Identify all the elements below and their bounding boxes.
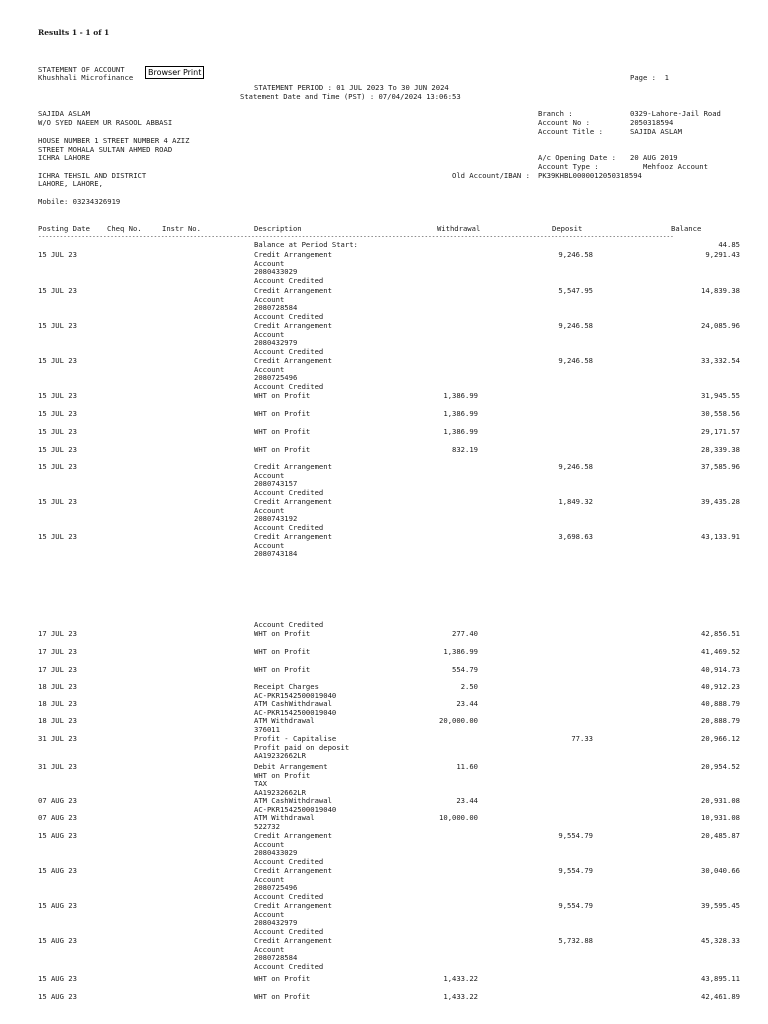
description-line: Account Credited: [254, 857, 324, 867]
withdrawal-amount: 23.44: [456, 796, 478, 805]
description-line: Account: [254, 505, 285, 515]
deposit-amount: 5,732.88: [558, 936, 593, 945]
description-line: Account Credited: [254, 488, 324, 498]
balance-amount: 31,945.55: [701, 391, 740, 400]
description: [254, 251, 332, 286]
description-line: Credit Arrangement: [254, 936, 332, 945]
description-line: Account Credited: [254, 962, 324, 972]
posting-date: 15 JUL 23: [38, 427, 77, 436]
withdrawal-amount: 1,386.99: [443, 409, 478, 418]
description: [254, 498, 332, 533]
deposit-amount: 9,554.79: [558, 901, 593, 910]
description-line: Profit paid on deposit: [254, 742, 350, 752]
description-line: 2080432979: [254, 918, 298, 928]
iban-value: PK39KHBL0000012050318594: [538, 171, 642, 180]
customer-name: SAJIDA ASLAM: [38, 109, 90, 118]
description-line: Credit Arrangement: [254, 356, 332, 365]
posting-date: 18 JUL 23: [38, 716, 77, 725]
description: [254, 357, 332, 392]
deposit-amount: 9,246.58: [558, 356, 593, 365]
posting-date: 15 AUG 23: [38, 831, 77, 840]
description-line: AC-PKR1542500019040: [254, 707, 337, 717]
withdrawal-amount: 20,000.00: [439, 716, 478, 725]
description: [254, 975, 310, 984]
deposit-amount: 1,849.32: [558, 497, 593, 506]
withdrawal-amount: 554.79: [452, 665, 478, 674]
account-title-label: Account Title :: [538, 127, 603, 136]
description-line: 2080728584: [254, 303, 298, 313]
posting-date: 15 JUL 23: [38, 532, 77, 541]
posting-date: 15 JUL 23: [38, 497, 77, 506]
description-line: Credit Arrangement: [254, 866, 332, 875]
posting-date: 18 JUL 23: [38, 699, 77, 708]
description-line: 2080743192: [254, 514, 298, 524]
description: [254, 287, 332, 322]
statement-period: STATEMENT PERIOD : 01 JUL 2023 To 30 JUN 2024: [254, 83, 449, 92]
description-line: Account Credited: [254, 892, 324, 902]
balance-amount: 30,558.56: [701, 409, 740, 418]
balance-amount: 37,585.96: [701, 462, 740, 471]
col-description: Description: [254, 224, 302, 233]
withdrawal-amount: 1,386.99: [443, 391, 478, 400]
posting-date: 07 AUG 23: [38, 796, 77, 805]
deposit-amount: 5,547.95: [558, 286, 593, 295]
description-line: Receipt Charges: [254, 682, 319, 691]
balance-amount: 45,328.33: [701, 936, 740, 945]
withdrawal-amount: 1,386.99: [443, 427, 478, 436]
balance-amount: 28,339.38: [701, 445, 740, 454]
description-line: Account: [254, 364, 285, 374]
address-line: ICHRA LAHORE: [38, 153, 90, 162]
description-line: ATM CashWithdrawal: [254, 796, 332, 805]
posting-date: 15 JUL 23: [38, 356, 77, 365]
iban-label: Old Account/IBAN :: [452, 171, 530, 180]
description-line: Credit Arrangement: [254, 497, 332, 506]
mobile-number: Mobile: 03234326919: [38, 197, 121, 206]
description-line: Account: [254, 839, 285, 849]
account-no-value: 2050318594: [630, 118, 674, 127]
posting-date: 15 AUG 23: [38, 974, 77, 983]
customer-relation: W/O SYED NAEEM UR RASOOL ABBASI: [38, 118, 173, 127]
deposit-amount: 9,246.58: [558, 462, 593, 471]
description-line: WHT on Profit: [254, 647, 311, 656]
balance-amount: 44.85: [718, 240, 740, 249]
balance-amount: 20,966.12: [701, 734, 740, 743]
bank-name: Khushhali Microfinance: [38, 73, 134, 82]
posting-date: 07 AUG 23: [38, 813, 77, 822]
description-line: Account: [254, 874, 285, 884]
description-line: WHT on Profit: [254, 409, 311, 418]
description-line: Credit Arrangement: [254, 321, 332, 330]
description-line: WHT on Profit: [254, 391, 311, 400]
description-line: Account Credited: [254, 312, 324, 322]
description-line: Account: [254, 329, 285, 339]
description-line: Profit - Capitalise: [254, 734, 337, 743]
opening-date-value: 20 AUG 2019: [630, 153, 678, 162]
description: [254, 797, 336, 814]
description: [254, 428, 310, 437]
description-line: Credit Arrangement: [254, 462, 332, 471]
description: [254, 463, 332, 498]
description-line: Credit Arrangement: [254, 286, 332, 295]
description-line: AC-PKR1542500019040: [254, 804, 337, 814]
description-line: Account Credited: [254, 382, 324, 392]
description-line: ATM Withdrawal: [254, 813, 315, 822]
description-line: ATM CashWithdrawal: [254, 699, 332, 708]
col-cheq-no: Cheq No.: [107, 224, 142, 233]
balance-amount: 39,435.28: [701, 497, 740, 506]
balance-amount: 43,895.11: [701, 974, 740, 983]
balance-amount: 30,040.66: [701, 866, 740, 875]
description: [254, 763, 328, 798]
posting-date: 15 JUL 23: [38, 462, 77, 471]
description: [254, 717, 315, 734]
description: [254, 735, 349, 761]
posting-date: 17 JUL 23: [38, 647, 77, 656]
posting-date: 15 JUL 23: [38, 321, 77, 330]
browser-print-button[interactable]: Browser Print: [145, 66, 204, 79]
withdrawal-amount: 277.40: [452, 629, 478, 638]
posting-date: 15 JUL 23: [38, 445, 77, 454]
description-line: Credit Arrangement: [254, 532, 332, 541]
opening-date-label: A/c Opening Date :: [538, 153, 616, 162]
description-line: 2080433029: [254, 267, 298, 277]
balance-amount: 40,888.79: [701, 699, 740, 708]
description-line: 522732: [254, 821, 280, 831]
col-deposit: Deposit: [552, 224, 583, 233]
description: [254, 700, 336, 717]
posting-date: 15 AUG 23: [38, 936, 77, 945]
col-instr-no: Instr No.: [162, 224, 201, 233]
description-line: Account Credited: [254, 620, 324, 629]
description-line: Account: [254, 258, 285, 268]
balance-amount: 10,931.08: [701, 813, 740, 822]
deposit-amount: 3,698.63: [558, 532, 593, 541]
description: [254, 392, 310, 401]
withdrawal-amount: 10,000.00: [439, 813, 478, 822]
balance-amount: 20,954.52: [701, 762, 740, 771]
description-line: 2080743184: [254, 549, 298, 559]
balance-amount: 41,469.52: [701, 647, 740, 656]
address-line: ICHRA TEHSIL AND DISTRICT: [38, 171, 147, 180]
description-line: WHT on Profit: [254, 974, 311, 983]
description-line: Account: [254, 909, 285, 919]
balance-amount: 29,171.57: [701, 427, 740, 436]
description-line: Account: [254, 294, 285, 304]
description-line: Account Credited: [254, 927, 324, 937]
description-line: 2080725496: [254, 883, 298, 893]
balance-amount: 20,931.08: [701, 796, 740, 805]
description-line: Account Credited: [254, 276, 324, 286]
posting-date: 18 JUL 23: [38, 682, 77, 691]
deposit-amount: 9,246.58: [558, 321, 593, 330]
address-line: LAHORE, LAHORE,: [38, 179, 103, 188]
balance-amount: 24,085.96: [701, 321, 740, 330]
description-line: TAX: [254, 779, 267, 789]
account-no-label: Account No :: [538, 118, 590, 127]
description: [254, 630, 310, 639]
withdrawal-amount: 1,386.99: [443, 647, 478, 656]
posting-date: 17 JUL 23: [38, 629, 77, 638]
page-number: Page : 1: [630, 73, 669, 82]
description-line: WHT on Profit: [254, 629, 311, 638]
balance-amount: 42,856.51: [701, 629, 740, 638]
description-line: ATM Withdrawal: [254, 716, 315, 725]
branch-value: 0329-Lahore-Jail Road: [630, 109, 721, 118]
balance-amount: 20,888.79: [701, 716, 740, 725]
deposit-amount: 9,554.79: [558, 831, 593, 840]
posting-date: 15 AUG 23: [38, 992, 77, 1001]
withdrawal-amount: 1,433.22: [443, 974, 478, 983]
posting-date: 15 JUL 23: [38, 286, 77, 295]
description-line: Account: [254, 540, 285, 550]
description-line: 2080432979: [254, 338, 298, 348]
results-count: Results 1 - 1 of 1: [38, 28, 110, 37]
account-type-value: Mehfooz Account: [643, 162, 708, 171]
description-line: WHT on Profit: [254, 445, 311, 454]
description-line: Balance at Period Start:: [254, 240, 358, 249]
account-title-value: SAJIDA ASLAM: [630, 127, 682, 136]
description: [254, 902, 332, 937]
col-withdrawal: Withdrawal: [437, 224, 481, 233]
description-line: WHT on Profit: [254, 665, 311, 674]
withdrawal-amount: 1,433.22: [443, 992, 478, 1001]
description-line: 2080743157: [254, 479, 298, 489]
description-line: 2080433029: [254, 848, 298, 858]
deposit-amount: 9,554.79: [558, 866, 593, 875]
description-line: Credit Arrangement: [254, 901, 332, 910]
description-line: WHT on Profit: [254, 992, 311, 1001]
withdrawal-amount: 832.19: [452, 445, 478, 454]
description: [254, 410, 310, 419]
description-line: Account Credited: [254, 347, 324, 357]
withdrawal-amount: 2.50: [460, 682, 478, 691]
description-line: Debit Arrangement: [254, 762, 328, 771]
posting-date: 31 JUL 23: [38, 762, 77, 771]
description: [254, 683, 336, 700]
description-line: Credit Arrangement: [254, 831, 332, 840]
description-line: AA19232662LR: [254, 751, 306, 761]
header-divider: --------------------------------------------------------------------------------------------------------------------------------------------------------------------------------: [38, 234, 674, 240]
col-balance: Balance: [671, 224, 702, 233]
balance-amount: 39,595.45: [701, 901, 740, 910]
description-line: Account: [254, 944, 285, 954]
account-type-label: Account Type :: [538, 162, 599, 171]
branch-label: Branch :: [538, 109, 573, 118]
description: [254, 446, 310, 455]
posting-date: 17 JUL 23: [38, 665, 77, 674]
posting-date: 15 JUL 23: [38, 391, 77, 400]
description-line: Account: [254, 470, 285, 480]
description: [254, 832, 332, 867]
description-line: 376011: [254, 724, 280, 734]
balance-amount: 43,133.91: [701, 532, 740, 541]
posting-date: 15 JUL 23: [38, 409, 77, 418]
withdrawal-amount: 23.44: [456, 699, 478, 708]
posting-date: 15 JUL 23: [38, 250, 77, 259]
address-line: STREET MOHALA SULTAN AHMED ROAD: [38, 145, 173, 154]
deposit-amount: 9,246.58: [558, 250, 593, 259]
balance-amount: 40,912.23: [701, 682, 740, 691]
deposit-amount: 77.33: [571, 734, 593, 743]
balance-amount: 42,461.89: [701, 992, 740, 1001]
description: [254, 666, 310, 675]
description-line: Account Credited: [254, 523, 324, 533]
col-posting-date: Posting Date: [38, 224, 90, 233]
description-line: Credit Arrangement: [254, 250, 332, 259]
description-line: WHT on Profit: [254, 427, 311, 436]
description: [254, 322, 332, 357]
statement-title: STATEMENT OF ACCOUNT: [38, 65, 125, 74]
description-line: AC-PKR1542500019040: [254, 690, 337, 700]
posting-date: 31 JUL 23: [38, 734, 77, 743]
balance-amount: 9,291.43: [705, 250, 740, 259]
posting-date: 15 AUG 23: [38, 866, 77, 875]
description: [254, 993, 310, 1002]
withdrawal-amount: 11.60: [456, 762, 478, 771]
address-line: HOUSE NUMBER 1 STREET NUMBER 4 AZIZ: [38, 136, 190, 145]
description: [254, 533, 332, 559]
description: [254, 648, 310, 657]
description: [254, 241, 358, 250]
description: [254, 867, 332, 902]
description: [254, 937, 332, 972]
balance-amount: 14,839.38: [701, 286, 740, 295]
balance-amount: 20,485.87: [701, 831, 740, 840]
description-line: AA19232662LR: [254, 788, 306, 798]
balance-amount: 33,332.54: [701, 356, 740, 365]
description-line: 2080725496: [254, 373, 298, 383]
statement-date-time: Statement Date and Time (PST) : 07/04/2024 13:06:53: [240, 92, 461, 101]
balance-amount: 40,914.73: [701, 665, 740, 674]
description-line: 2080728584: [254, 953, 298, 963]
description: [254, 814, 315, 831]
posting-date: 15 AUG 23: [38, 901, 77, 910]
description-line: WHT on Profit: [254, 770, 311, 780]
